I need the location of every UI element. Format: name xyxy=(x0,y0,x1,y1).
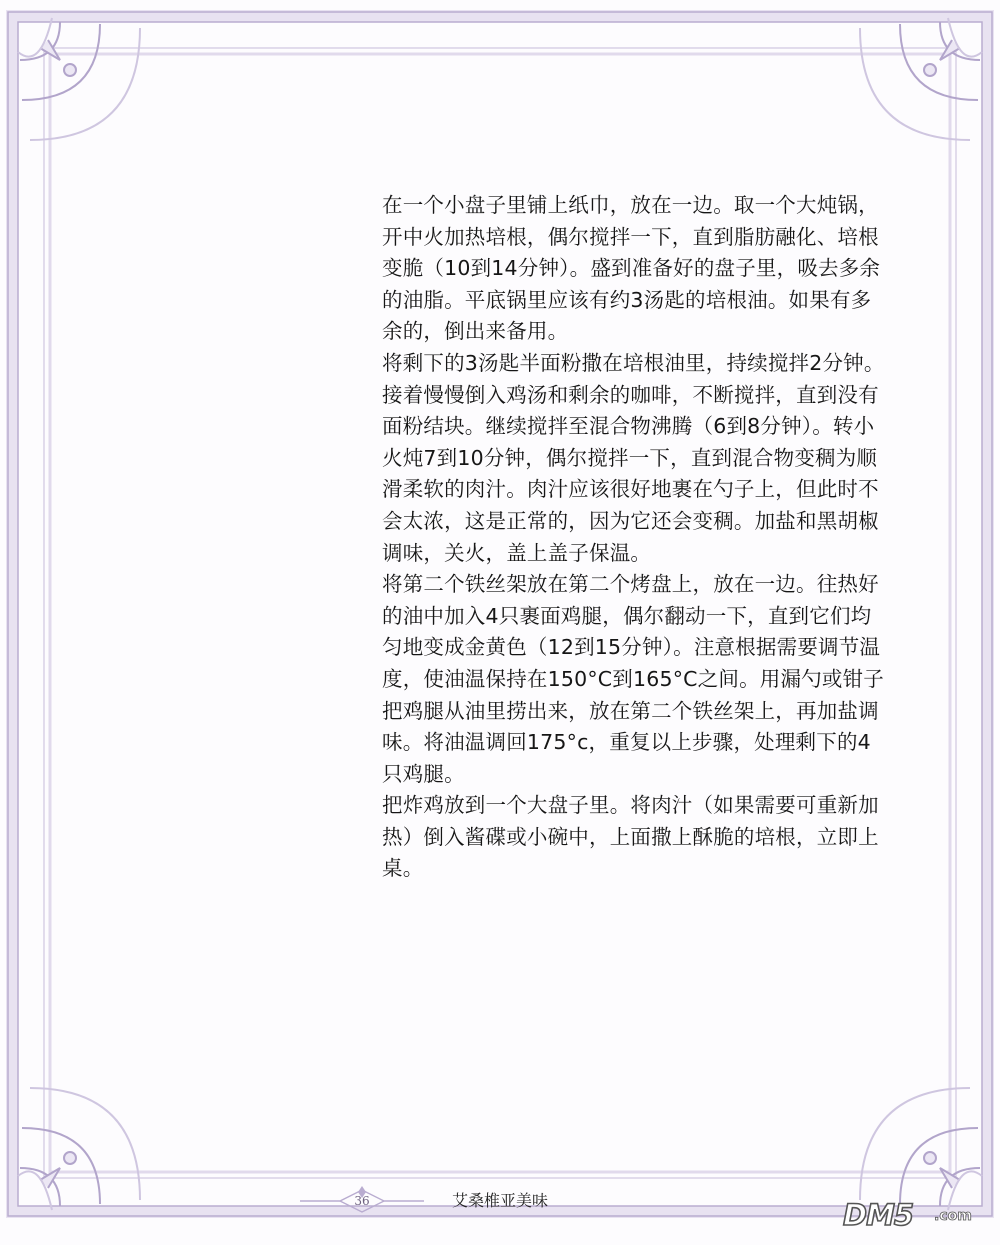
instruction-paragraph: 把炸鸡放到一个大盘子里。将肉汁（如果需要可重新加热）倒入酱碟或小碗中，上面撒上酥脆的培根，立即上桌。 xyxy=(382,793,879,881)
recipe-instructions xyxy=(382,190,887,885)
corner-ornament-icon xyxy=(860,18,982,140)
instruction-paragraph: 在一个小盘子里铺上纸巾，放在一边。取一个大炖锅，开中火加热培根，偶尔搅拌一下，直到脂肪融化、培根变脆（10到14分钟）。盛到准备好的盘子里，吸去多余的油脂。平底锅里应该有约3汤匙的培根油。如果有多余的，倒出来备用。 xyxy=(382,193,881,344)
watermark-logo-text: DM5 xyxy=(843,1198,914,1232)
site-watermark xyxy=(843,1193,988,1237)
corner-ornament-icon xyxy=(18,18,140,140)
page-number: 36 xyxy=(354,1194,370,1208)
instruction-paragraph: 将剩下的3汤匙半面粉撒在培根油里，持续搅拌2分钟。接着慢慢倒入鸡汤和剩余的咖啡，不断搅拌，直到没有面粉结块。继续搅拌至混合物沸腾（6到8分钟）。转小火炖7到10分钟，偶尔搅拌一下，直到混合物变稠为顺滑柔软的肉汁。肉汁应该很好地裹在勺子上，但此时不会太浓，这是正常的，因为它还会变稠。加盐和黑胡椒调味，关火，盖上盖子保温。 xyxy=(382,350,885,565)
watermark-domain: .com xyxy=(934,1208,972,1224)
instruction-paragraph: 将第二个铁丝架放在第二个烤盘上，放在一边。往热好的油中加入4只裹面鸡腿，偶尔翻动一下，直到它们均匀地变成金黄色（12到15分钟）。注意根据需要调节温度，使油温保持在150°C到165°C之间。用漏勺或钳子把鸡腿从油里捞出来，放在第二个铁丝架上，再加盐调味。将油温调回175°c，重复以上步骤，处理剩下的4只鸡腿。 xyxy=(382,572,884,786)
book-title: 艾桑椎亚美味 xyxy=(452,1191,549,1210)
